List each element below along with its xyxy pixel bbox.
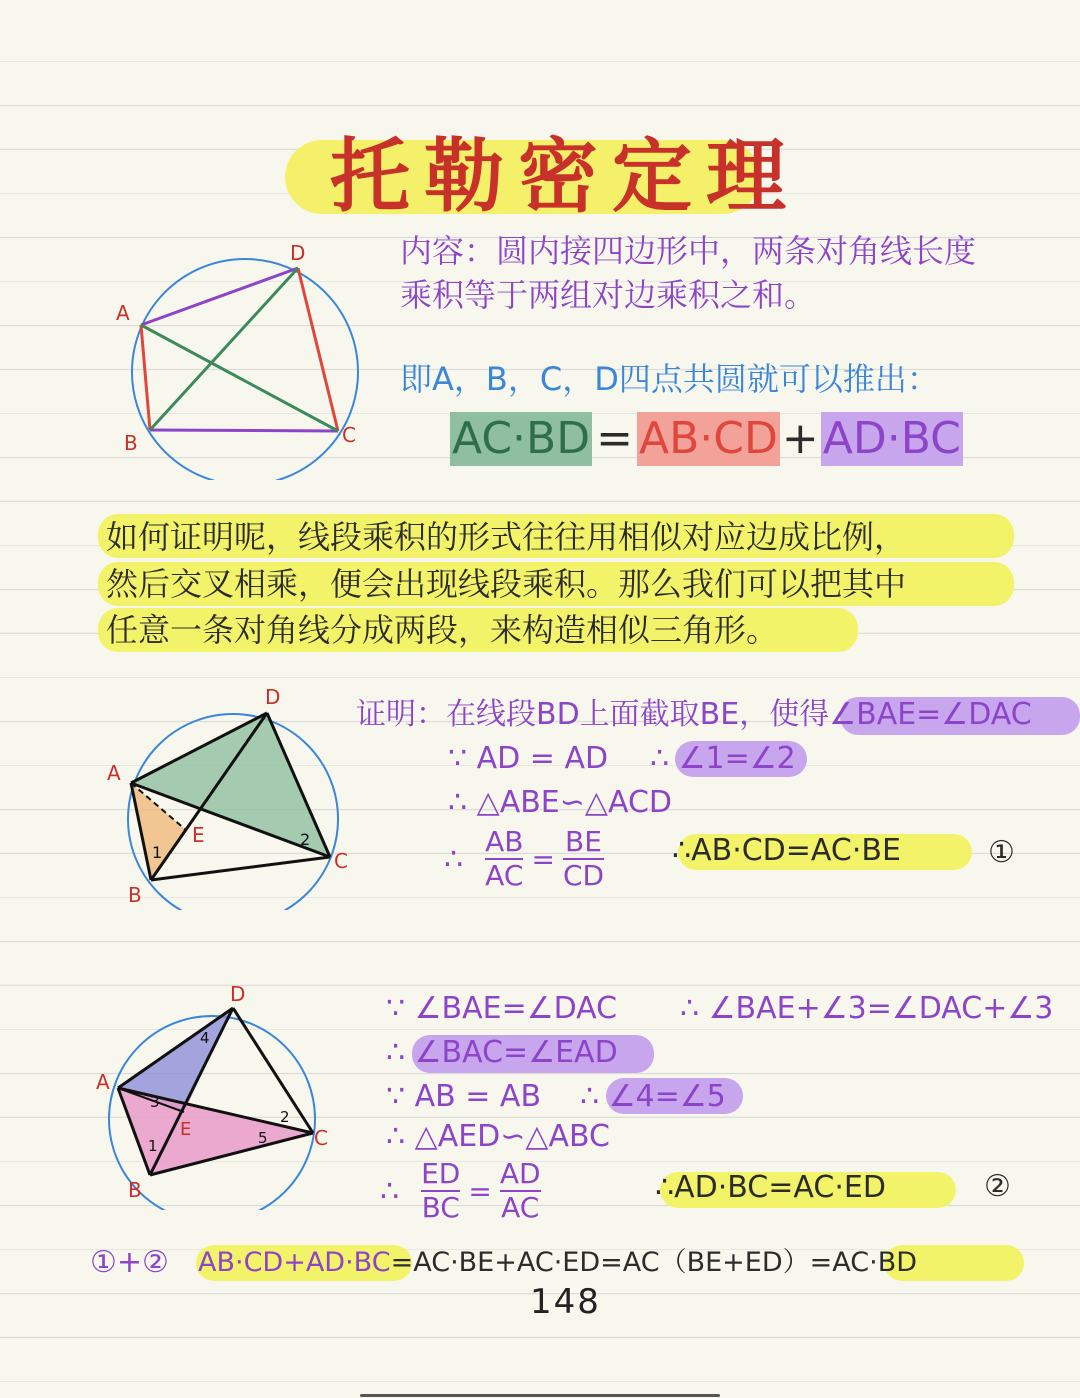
proof2-line-4: ∴ △AED∽△ABC bbox=[386, 1119, 611, 1154]
side-bc bbox=[150, 430, 338, 431]
explain-line-2: 然后交叉相乘，便会出现线段乘积。那么我们可以把其中 bbox=[106, 565, 907, 603]
label-c: C bbox=[334, 849, 348, 873]
proof1-frac-1 bbox=[485, 826, 523, 892]
diagonal-ac bbox=[141, 325, 338, 431]
diagram-2 bbox=[100, 680, 360, 910]
angle-5: 5 bbox=[258, 1129, 268, 1147]
final-marker: ①+② bbox=[90, 1245, 169, 1280]
proof1-line-2b bbox=[650, 738, 796, 780]
page-number: 148 bbox=[530, 1282, 601, 1322]
proof1-angle-condition: ∠BAE=∠DAC bbox=[829, 697, 1032, 732]
angle-3: 3 bbox=[150, 1093, 160, 1111]
proof1-frac-eq: = bbox=[531, 842, 555, 876]
proof2-marker: ② bbox=[984, 1169, 1011, 1204]
proof2-frac-eq: = bbox=[468, 1174, 492, 1208]
proof1-frac-2 bbox=[563, 826, 604, 892]
frac-den: CD bbox=[562, 859, 605, 892]
diagonal-bd bbox=[150, 268, 298, 430]
label-e: E bbox=[180, 1119, 192, 1140]
proof2-result: ∴AD·BC=AC·ED bbox=[655, 1170, 886, 1205]
frac-num: BE bbox=[565, 825, 602, 858]
frac-num: ED bbox=[421, 1157, 461, 1190]
frac-den: BC bbox=[421, 1191, 460, 1224]
proof2-line-2 bbox=[386, 1032, 618, 1074]
proof2-line-3a: ∵ AB = AB bbox=[386, 1079, 542, 1114]
explain-line-1: 如何证明呢，线段乘积的形式往往用相似对应边成比例， bbox=[106, 518, 907, 556]
formula-left: AC·BD bbox=[452, 413, 591, 464]
diagram-1 bbox=[100, 230, 390, 480]
proof1-angle-eq: ∠1=∠2 bbox=[678, 741, 796, 776]
proof2-frac-1 bbox=[421, 1158, 460, 1224]
page-title: 托勒密定理 bbox=[330, 129, 800, 223]
label-b: B bbox=[128, 1178, 142, 1202]
frac-num: AB bbox=[485, 825, 524, 858]
final-rhs: =AC·BD bbox=[809, 1247, 918, 1278]
home-indicator[interactable] bbox=[360, 1394, 720, 1397]
explain-line-3: 任意一条对角线分成两段，来构造相似三角形。 bbox=[106, 611, 779, 649]
proof2-frac-2 bbox=[500, 1158, 541, 1224]
formula-mid: AB·CD bbox=[638, 413, 778, 464]
label-c: C bbox=[314, 1126, 328, 1150]
label-e: E bbox=[192, 823, 205, 847]
final-equation bbox=[198, 1242, 917, 1284]
formula-right: AD·BC bbox=[822, 413, 961, 464]
triangle-abc-shade bbox=[118, 1088, 313, 1175]
final-middle: =AC·BE+AC·ED=AC（BE+ED） bbox=[390, 1247, 810, 1278]
proof1-frac-prefix: ∴ bbox=[444, 841, 464, 877]
content-line-2: 乘积等于两组对边乘积之和。 bbox=[400, 276, 817, 314]
proof1-fraction bbox=[444, 826, 604, 892]
final-lhs: AB·CD+AD·BC bbox=[198, 1247, 391, 1278]
proof2-fraction bbox=[380, 1158, 541, 1224]
proof1-marker: ① bbox=[988, 835, 1015, 870]
proof1-line-3: ∴ △ABE∽△ACD bbox=[448, 785, 673, 820]
angle-2: 2 bbox=[280, 1108, 290, 1126]
angle-1: 1 bbox=[152, 843, 163, 862]
proof2-therefore-2: ∴ bbox=[580, 1079, 600, 1114]
proof1-line-1 bbox=[356, 694, 1032, 736]
label-a: A bbox=[96, 1070, 110, 1094]
formula-plus: + bbox=[781, 413, 819, 464]
frac-den: AC bbox=[485, 859, 524, 892]
side-dc bbox=[298, 268, 338, 431]
proof1-result: ∴AB·CD=AC·BE bbox=[672, 833, 901, 868]
proof1-therefore: ∴ bbox=[650, 741, 670, 776]
label-d: D bbox=[290, 241, 306, 265]
proof1-setup: 证明：在线段BD上面截取BE，使得 bbox=[356, 697, 830, 732]
diagram-3 bbox=[92, 985, 342, 1210]
side-ab bbox=[141, 325, 150, 430]
label-a: A bbox=[116, 301, 130, 325]
content-line-3: 即A，B，C，D四点共圆就可以推出： bbox=[400, 360, 939, 398]
proof2-line-1a: ∵ ∠BAE=∠DAC bbox=[386, 991, 618, 1026]
side-ad bbox=[141, 268, 298, 325]
angle-4: 4 bbox=[200, 1029, 210, 1047]
proof2-angle-45: ∠4=∠5 bbox=[608, 1079, 726, 1114]
main-formula bbox=[450, 412, 963, 466]
angle-1: 1 bbox=[148, 1137, 158, 1155]
proof2-therefore: ∴ bbox=[386, 1035, 406, 1070]
frac-num: AD bbox=[499, 1157, 541, 1190]
proof2-line-1b: ∴ ∠BAE+∠3=∠DAC+∠3 bbox=[680, 991, 1054, 1026]
proof1-line-2a: ∵ AD = AD bbox=[448, 741, 609, 776]
content-line-1: 内容：圆内接四边形中，两条对角线长度 bbox=[400, 232, 977, 270]
proof2-angle-eq: ∠BAC=∠EAD bbox=[414, 1035, 618, 1070]
label-c: C bbox=[342, 423, 356, 447]
frac-den: AC bbox=[501, 1191, 540, 1224]
formula-eq: = bbox=[596, 413, 633, 464]
label-b: B bbox=[124, 431, 138, 455]
label-d: D bbox=[230, 985, 246, 1006]
label-d: D bbox=[265, 685, 281, 709]
angle-2: 2 bbox=[300, 830, 311, 849]
proof2-frac-prefix: ∴ bbox=[380, 1173, 400, 1209]
proof2-line-3b bbox=[580, 1076, 726, 1118]
label-a: A bbox=[107, 761, 121, 785]
label-b: B bbox=[128, 883, 142, 907]
